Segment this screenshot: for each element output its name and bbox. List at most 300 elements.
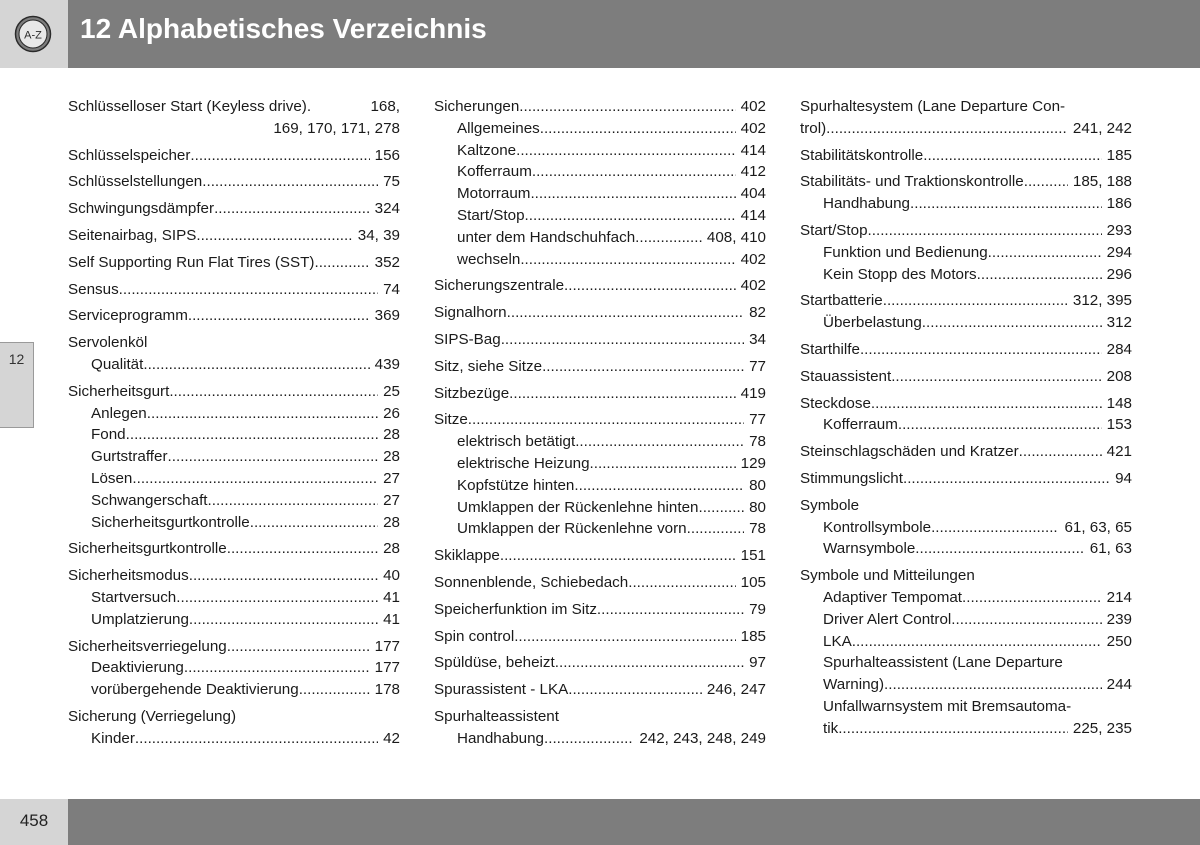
entry-term: Handhabung [457, 729, 544, 747]
dot-leader [190, 145, 369, 167]
index-entry [434, 679, 766, 701]
entry-term: Startversuch [91, 588, 177, 606]
index-entry [800, 366, 1132, 388]
entry-page-reference[interactable]: 419 [740, 384, 766, 402]
index-entry-line [434, 572, 766, 594]
entry-page-reference[interactable]: 28 [383, 513, 400, 531]
entry-page-reference[interactable]: 241, 242 [1072, 119, 1132, 137]
dot-leader [977, 264, 1102, 286]
index-entry-line [434, 383, 766, 405]
entry-page-reference[interactable]: 80 [749, 476, 766, 494]
entry-term: Motorraum [457, 185, 531, 203]
index-entry [434, 652, 766, 674]
index-entry [434, 409, 766, 540]
index-subentry [800, 193, 1132, 215]
index-entry [800, 393, 1132, 437]
entry-term: Überbelastung [823, 314, 922, 332]
entry-page-reference[interactable]: 312 [1106, 314, 1132, 332]
index-entry-line [68, 706, 400, 728]
index-subentry [434, 249, 766, 271]
dot-leader [509, 383, 736, 405]
entry-term: Stabilitätskontrolle [800, 146, 924, 164]
dot-leader [597, 599, 744, 621]
index-entry-line [800, 393, 1132, 415]
chapter-tab [0, 342, 34, 428]
index-subentry [800, 631, 1132, 653]
index-subentry [800, 609, 1132, 631]
dot-leader [923, 145, 1101, 167]
index-subentry [800, 674, 1132, 696]
index-subentry [800, 312, 1132, 334]
entry-term: Sitzbezüge [434, 384, 510, 402]
dot-leader [542, 356, 744, 378]
index-subentry [800, 242, 1132, 264]
dot-leader [574, 475, 744, 497]
index-entry [800, 441, 1132, 463]
index-subentry [68, 490, 400, 512]
index-entry-line [68, 636, 400, 658]
entry-page-reference[interactable]: 414 [740, 206, 766, 224]
entry-page-reference[interactable]: 97 [749, 654, 766, 672]
index-entry [68, 279, 400, 301]
index-entry [800, 171, 1132, 215]
entry-page-reference[interactable]: 26 [383, 404, 400, 422]
dot-leader [126, 424, 378, 446]
index-subentry [434, 728, 766, 750]
entry-term: Deaktivierung [91, 659, 184, 677]
index-subentry [434, 497, 766, 519]
index-subentry [68, 512, 400, 534]
index-subentry [68, 403, 400, 425]
index-entry-line [68, 118, 400, 140]
entry-page-reference[interactable]: 74 [383, 280, 400, 298]
index-entry [800, 220, 1132, 285]
index-entry-line [68, 279, 400, 301]
entry-page-reference[interactable]: 105 [740, 573, 766, 591]
entry-term: Kein Stopp des Motors [823, 265, 977, 283]
entry-page-reference[interactable]: 40 [383, 567, 400, 585]
dot-leader [196, 225, 352, 247]
index-entry-line [434, 706, 766, 728]
entry-page-reference[interactable]: 439 [374, 355, 400, 373]
entry-term: elektrische Heizung [457, 454, 590, 472]
dot-leader [555, 652, 744, 674]
index-entry [800, 96, 1132, 140]
entry-term: Seitenairbag, SIPS [68, 226, 197, 244]
index-subentry [68, 587, 400, 609]
dot-leader [898, 414, 1102, 436]
dot-leader [910, 193, 1102, 215]
entry-page-reference[interactable]: 75 [383, 173, 400, 191]
index-entry [800, 290, 1132, 334]
index-entry [434, 302, 766, 324]
entry-page-reference[interactable]: 129 [740, 454, 766, 472]
index-entry [434, 626, 766, 648]
entry-term: Symbole [800, 496, 860, 514]
index-entry-line [434, 329, 766, 351]
index-subentry [800, 414, 1132, 436]
index-entry-line [434, 356, 766, 378]
entry-page-reference[interactable]: 82 [749, 304, 766, 322]
entry-term: unter dem Handschuhfach [457, 228, 636, 246]
entry-page-reference[interactable]: 402 [740, 98, 766, 115]
chapter-tab-label: 12 [8, 351, 25, 367]
index-entry-line [434, 679, 766, 701]
entry-page-reference[interactable]: 153 [1106, 416, 1132, 434]
index-entry [800, 565, 1132, 739]
index-entry [434, 383, 766, 405]
entry-page-reference[interactable]: 250 [1106, 632, 1132, 650]
dot-leader [202, 171, 378, 193]
index-column-3 [800, 96, 1132, 745]
dot-leader [208, 490, 379, 512]
entry-term: Spurassistent - LKA [434, 681, 569, 699]
index-entry-line [800, 366, 1132, 388]
entry-term: elektrisch betätigt [457, 433, 576, 451]
index-entry [68, 706, 400, 750]
entry-page-reference[interactable]: 148 [1106, 394, 1132, 412]
dot-leader [903, 468, 1110, 490]
entry-page-reference[interactable]: 225, 235 [1072, 719, 1132, 737]
entry-page-reference[interactable]: 28 [383, 448, 400, 466]
dot-leader [168, 446, 379, 468]
index-subentry [68, 609, 400, 631]
dot-leader [169, 381, 378, 403]
entry-term: Kofferraum [457, 163, 532, 181]
entry-term: Sicherungszentrale [434, 277, 565, 295]
index-subentry [800, 517, 1132, 539]
entry-page-reference[interactable]: 61, 63, 65 [1064, 518, 1132, 536]
index-subentry [68, 468, 400, 490]
entry-page-reference[interactable]: 402 [740, 277, 766, 295]
dot-leader [520, 249, 735, 271]
entry-term: Kaltzone [457, 141, 517, 159]
entry-term: Warnsymbole [823, 540, 916, 558]
entry-page-reference[interactable]: 25 [383, 382, 400, 400]
dot-leader [132, 468, 378, 490]
entry-term: Sitze [434, 411, 468, 429]
entry-term: SIPS-Bag [434, 330, 501, 348]
entry-page-reference[interactable]: 408, 410 [706, 228, 766, 246]
entry-term: Lösen [91, 469, 133, 487]
index-entry-line [68, 96, 400, 118]
entry-page-reference[interactable]: 369 [374, 307, 400, 325]
entry-term: Warning) [823, 676, 885, 694]
dot-leader [687, 518, 744, 540]
dot-leader [951, 609, 1101, 631]
entry-page-reference[interactable]: 79 [749, 600, 766, 618]
entry-term: Sicherheitsverriegelung [68, 637, 227, 655]
entry-term: Adaptiver Tempomat [823, 588, 963, 606]
entry-page-reference[interactable]: 402 [740, 119, 766, 137]
index-subentry [68, 354, 400, 376]
index-entry [68, 538, 400, 560]
entry-page-reference[interactable]: 177 [374, 659, 400, 677]
index-entry [68, 332, 400, 376]
dot-leader [530, 183, 735, 205]
entry-page-reference[interactable]: 78 [749, 520, 766, 538]
entry-term: Anlegen [91, 404, 147, 422]
dot-leader [1024, 171, 1068, 193]
entry-page-reference[interactable]: 178 [374, 681, 400, 699]
dot-leader [628, 572, 735, 594]
index-column-1 [68, 96, 400, 755]
entry-term: Sicherheitsgurtkontrolle [91, 513, 250, 531]
dot-leader [884, 674, 1102, 696]
entry-term: Stabilitäts- und Traktionskontrolle [800, 173, 1024, 191]
entry-page-reference[interactable]: 414 [740, 141, 766, 159]
page-title: 12 Alphabetisches Verzeichnis [80, 13, 487, 44]
entry-term: LKA [823, 632, 852, 650]
index-subentry [68, 657, 400, 679]
entry-term: Sicherheitsgurt [68, 382, 170, 400]
dot-leader [532, 161, 736, 183]
entry-page-reference[interactable]: 244 [1106, 676, 1132, 694]
entry-term: Steckdose [800, 394, 871, 412]
dot-leader [188, 305, 370, 327]
index-subentry [68, 424, 400, 446]
dot-leader [1019, 441, 1102, 463]
entry-term: Schwangerschaft [91, 491, 208, 509]
entry-term: Kontrollsymbole [823, 518, 932, 536]
index-entry-line [434, 275, 766, 297]
entry-term: Driver Alert Control [823, 610, 952, 628]
entry-page-reference[interactable]: 177 [374, 637, 400, 655]
dot-leader [838, 718, 1068, 740]
dot-leader [883, 290, 1068, 312]
entry-term: Umklappen der Rückenlehne hinten [457, 498, 699, 516]
index-subentry [434, 140, 766, 162]
index-entry-line [800, 339, 1132, 361]
index-subentry [800, 264, 1132, 286]
entry-term: Sicherungen [434, 98, 520, 115]
entry-term: Sitz, siehe Sitze [434, 357, 543, 375]
entry-page-reference[interactable]: 94 [1115, 469, 1132, 487]
dot-leader [468, 409, 744, 431]
index-subentry [434, 518, 766, 540]
index-entry-line [68, 565, 400, 587]
index-entry-line [800, 495, 1132, 517]
entry-page-reference[interactable]: 208 [1106, 367, 1132, 385]
entry-term: Schlüsselloser Start (Keyless drive). [68, 98, 312, 115]
index-subentry [68, 446, 400, 468]
entry-term: wechseln [457, 250, 521, 268]
entry-term: Schwingungsdämpfer [68, 200, 215, 218]
entry-page-reference[interactable]: 246, 247 [706, 681, 766, 699]
entry-term: Start/Stop [800, 221, 868, 239]
entry-term: Unfallwarnsystem mit Bremsautoma- [823, 697, 1072, 715]
entry-term: Sicherheitsmodus [68, 567, 189, 585]
dot-leader [544, 728, 634, 750]
entry-page-reference[interactable]: 421 [1106, 443, 1132, 461]
entry-page-reference[interactable]: 214 [1106, 588, 1132, 606]
index-subentry [68, 728, 400, 750]
entry-term: Kofferraum [823, 416, 898, 434]
header-icon-tab [0, 0, 68, 68]
entry-page-reference[interactable]: 185 [740, 627, 766, 645]
index-entry [800, 495, 1132, 560]
entry-term: Spurhaltesystem (Lane Departure Con- [800, 98, 1066, 115]
entry-page-reference[interactable]: 27 [383, 469, 400, 487]
index-entry-line [434, 96, 766, 118]
entry-term: Steinschlagschäden und Kratzer [800, 443, 1019, 461]
entry-page-reference[interactable]: 294 [1106, 243, 1132, 261]
index-subentry [434, 431, 766, 453]
entry-page-reference[interactable]: 28 [383, 426, 400, 444]
entry-page-reference[interactable]: 242, 243, 248, 249 [639, 729, 766, 747]
index-entry-line [434, 626, 766, 648]
index-entry-line [800, 468, 1132, 490]
index-entry [434, 329, 766, 351]
dot-leader [635, 227, 702, 249]
dot-leader [214, 198, 370, 220]
entry-term: Spurhalteassistent [434, 707, 559, 725]
entry-term: Starthilfe [800, 340, 860, 358]
entry-term: Stauassistent [800, 367, 892, 385]
entry-page-reference[interactable]: 239 [1106, 610, 1132, 628]
index-subentry [434, 453, 766, 475]
entry-page-reference[interactable]: 41 [383, 610, 400, 628]
entry-page-reference[interactable]: 186 [1106, 195, 1132, 213]
index-entry-line [800, 565, 1132, 587]
entry-term: Schlüsselstellungen [68, 173, 203, 191]
dot-leader [250, 512, 378, 534]
entry-term: Fond [91, 426, 126, 444]
dot-leader [519, 96, 735, 118]
entry-term: Sonnenblende, Schiebedach [434, 573, 629, 591]
dot-leader [540, 118, 736, 140]
entry-page-reference[interactable]: 151 [740, 547, 766, 565]
entry-page-reference[interactable]: 61, 63 [1089, 540, 1132, 558]
entry-page-reference[interactable]: 34 [749, 330, 766, 348]
entry-term: Start/Stop [457, 206, 525, 224]
index-entry [68, 96, 400, 140]
index-entry [800, 145, 1132, 167]
index-subentry [68, 679, 400, 701]
entry-term: Umklappen der Rückenlehne vorn [457, 520, 687, 538]
entry-term: Stimmungslicht [800, 469, 903, 487]
entry-page-reference[interactable]: 312, 395 [1072, 292, 1132, 310]
entry-page-reference[interactable]: 293 [1106, 221, 1132, 239]
entry-term: Sensus [68, 280, 119, 298]
entry-page-reference[interactable]: 27 [383, 491, 400, 509]
index-entry [68, 252, 400, 274]
a-z-icon-label: A-Z [24, 29, 42, 42]
entry-term: Handhabung [823, 195, 910, 213]
entry-page-reference[interactable]: 156 [374, 146, 400, 164]
dot-leader [568, 679, 702, 701]
dot-leader [891, 366, 1101, 388]
index-entry-line [68, 198, 400, 220]
index-entry [68, 145, 400, 167]
index-entry [434, 356, 766, 378]
index-entry-line [68, 252, 400, 274]
entry-page-reference[interactable]: 404 [740, 185, 766, 203]
page-number-tab [0, 799, 68, 845]
index-entry-line [800, 118, 1132, 140]
entry-page-reference[interactable]: 412 [740, 163, 766, 181]
entry-page-reference[interactable]: 402 [740, 250, 766, 268]
entry-term: Serviceprogramm [68, 307, 188, 325]
entry-page-reference[interactable]: 80 [749, 498, 766, 516]
entry-page-reference[interactable]: 77 [749, 411, 766, 429]
index-entry-line [434, 302, 766, 324]
index-entry-line [434, 409, 766, 431]
entry-page-reference[interactable]: 324 [374, 200, 400, 218]
index-entry [434, 275, 766, 297]
index-subentry [434, 227, 766, 249]
entry-term: tik [823, 719, 839, 737]
entry-term: Allgemeines [457, 119, 540, 137]
dot-leader [590, 453, 736, 475]
dot-leader [962, 587, 1102, 609]
index-subentry [800, 718, 1132, 740]
dot-leader [564, 275, 736, 297]
index-entry [434, 96, 766, 270]
index-subentry [434, 205, 766, 227]
dot-leader [135, 728, 378, 750]
entry-term: Speicherfunktion im Sitz [434, 600, 597, 618]
entry-page-reference[interactable]: 34, 39 [357, 226, 400, 244]
entry-term: Skiklappe [434, 547, 500, 565]
index-subentry [800, 538, 1132, 560]
index-entry [68, 636, 400, 701]
dot-leader [119, 279, 378, 301]
entry-page-reference[interactable]: 42 [383, 729, 400, 747]
entry-term: Sicherheitsgurtkontrolle [68, 540, 227, 558]
entry-page-reference[interactable]: 185, 188 [1072, 173, 1132, 191]
dot-leader [915, 538, 1084, 560]
entry-page-reference[interactable]: 77 [749, 357, 766, 375]
index-entry [68, 171, 400, 193]
entry-page-reference[interactable]: 168, [370, 98, 400, 115]
dot-leader [184, 657, 370, 679]
entry-term: Spüldüse, beheizt [434, 654, 555, 672]
entry-term: Self Supporting Run Flat Tires (SST) [68, 253, 315, 271]
dot-leader [227, 538, 378, 560]
dot-leader [931, 517, 1059, 539]
entry-page-reference[interactable]: 78 [749, 433, 766, 451]
dot-leader [299, 679, 370, 701]
index-entry-line [434, 545, 766, 567]
entry-page-reference[interactable]: 284 [1106, 340, 1132, 358]
index-subentry [800, 652, 1132, 674]
entry-page-reference[interactable]: 296 [1106, 265, 1132, 283]
index-entry [434, 572, 766, 594]
dot-leader [227, 636, 370, 658]
index-subentry [434, 183, 766, 205]
dot-leader [189, 609, 378, 631]
entry-term: 169, 170, 171, 278 [273, 119, 400, 137]
entry-term: Startbatterie [800, 292, 883, 310]
index-entry-line [68, 305, 400, 327]
dot-leader [516, 140, 736, 162]
dot-leader [868, 220, 1102, 242]
dot-leader [143, 354, 369, 376]
page-footer [0, 799, 1200, 845]
entry-page-reference[interactable]: 28 [383, 540, 400, 558]
entry-page-reference[interactable]: 352 [374, 253, 400, 271]
entry-page-reference[interactable]: 185 [1106, 146, 1132, 164]
entry-term: vorübergehende Deaktivierung [91, 681, 299, 699]
index-entry-line [68, 381, 400, 403]
index-entry-line [434, 652, 766, 674]
entry-page-reference[interactable]: 41 [383, 588, 400, 606]
dot-leader [988, 242, 1102, 264]
dot-leader [176, 587, 378, 609]
entry-term: trol) [800, 119, 827, 137]
index-entry [68, 565, 400, 630]
